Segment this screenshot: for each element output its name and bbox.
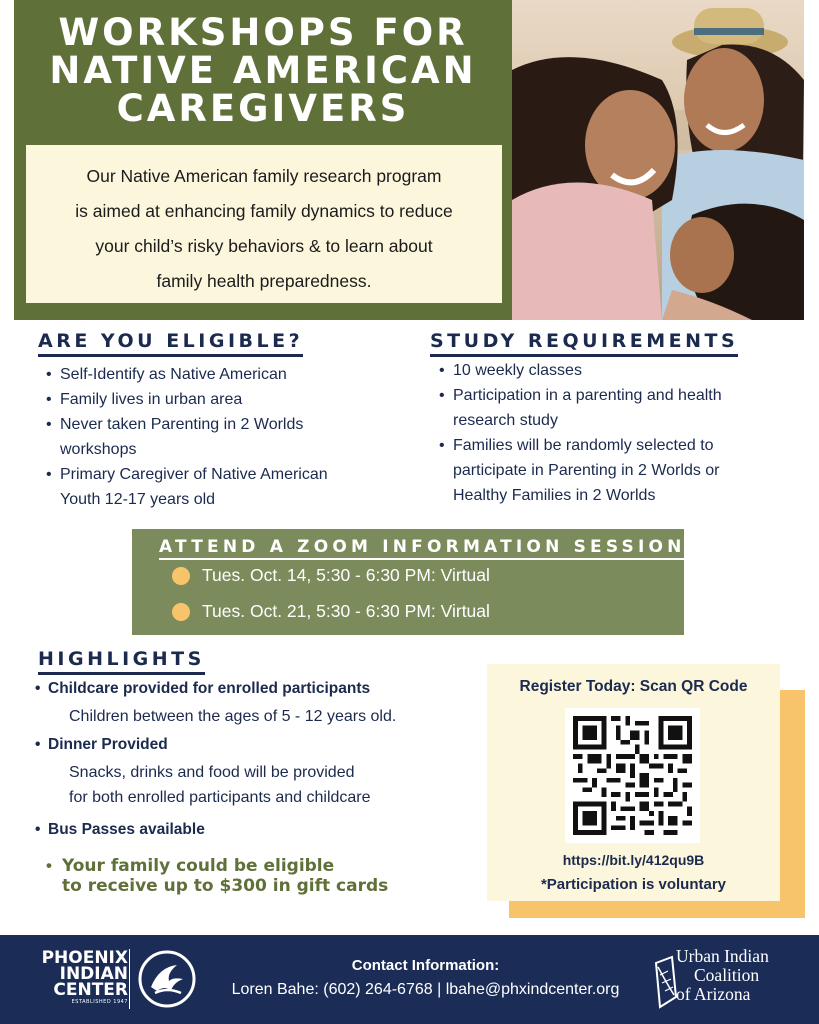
session-text: Tues. Oct. 21, 5:30 - 6:30 PM: Virtual [202,601,490,621]
intro-box [26,145,502,303]
intro-line: family health preparedness. [156,271,372,291]
list-item: • Never taken Parenting in 2 Worlds workshops [46,412,406,462]
family-photo-illustration [512,0,804,320]
gift-card-note: Your family could be eligible to receive up to $300 in gift cards [62,856,389,896]
intro-line: your child’s risky behaviors & to learn about [95,236,433,256]
footer [0,935,819,1024]
list-item: • Families will be randomly selected to participate in Parenting in 2 Worlds or Healthy Families in 2 Worlds [439,433,809,508]
contact-details[interactable]: Loren Bahe: (602) 264-6768 | lbahe@phxindcenter.org [231,981,620,998]
list-item: • Family lives in urban area [46,387,406,412]
bullet-dot-icon [172,603,190,621]
register-link[interactable]: https://bit.ly/412qu9B [562,852,705,868]
zoom-heading: ATTEND A ZOOM INFORMATION SESSION [159,537,686,560]
contact-title: Contact Information: [351,957,500,974]
list-item: • 10 weekly classes [439,358,809,383]
highlight-title: • Dinner Provided [48,736,168,754]
highlight-desc: Snacks, drinks and food will be provided for both enrolled participants and childcare [69,764,371,806]
session-item [172,565,490,586]
session-text: Tues. Oct. 14, 5:30 - 6:30 PM: Virtual [202,565,490,585]
participation-note: *Participation is voluntary [540,876,727,893]
highlights-heading: HIGHLIGHTS [38,648,205,675]
qr-code-icon [573,716,692,835]
eligibility-heading: ARE YOU ELIGIBLE? [38,330,303,357]
urban-indian-coalition-logo [650,947,780,1015]
title-line: NATIVE AMERICAN [49,49,477,92]
page-title [14,11,512,130]
list-item: • Primary Caregiver of Native American Youth 12-17 years old [46,462,406,512]
eligibility-list [46,362,406,512]
title-line: CAREGIVERS [116,87,410,130]
requirements-heading: STUDY REQUIREMENTS [430,330,738,357]
session-item [172,601,490,622]
phoenix-indian-center-logo: PHOENIX INDIAN CENTER ESTABLISHED 1947 [41,948,128,1005]
highlight-title: • Childcare provided for enrolled participants [48,680,370,698]
register-title: Register Today: Scan QR Code [519,678,748,695]
title-line: WORKSHOPS FOR [58,11,468,54]
family-photo [512,0,804,320]
list-item: • Self-Identify as Native American [46,362,406,387]
zoom-session-box [132,529,684,635]
register-box [487,664,780,901]
highlight-title: • Bus Passes available [48,821,205,839]
highlight-desc: Children between the ages of 5 - 12 years old. [69,708,397,725]
list-item: • Participation in a parenting and health research study [439,383,809,433]
gift-bullet: • [46,856,52,875]
qr-code[interactable] [565,708,700,843]
intro-line: is aimed at enhancing family dynamics to reduce [75,201,453,221]
coalition-name: Urban Indian Coalition of Arizona [676,946,769,1004]
requirements-list [439,358,809,508]
bullet-dot-icon [172,567,190,585]
intro-line: Our Native American family research program [86,166,442,186]
